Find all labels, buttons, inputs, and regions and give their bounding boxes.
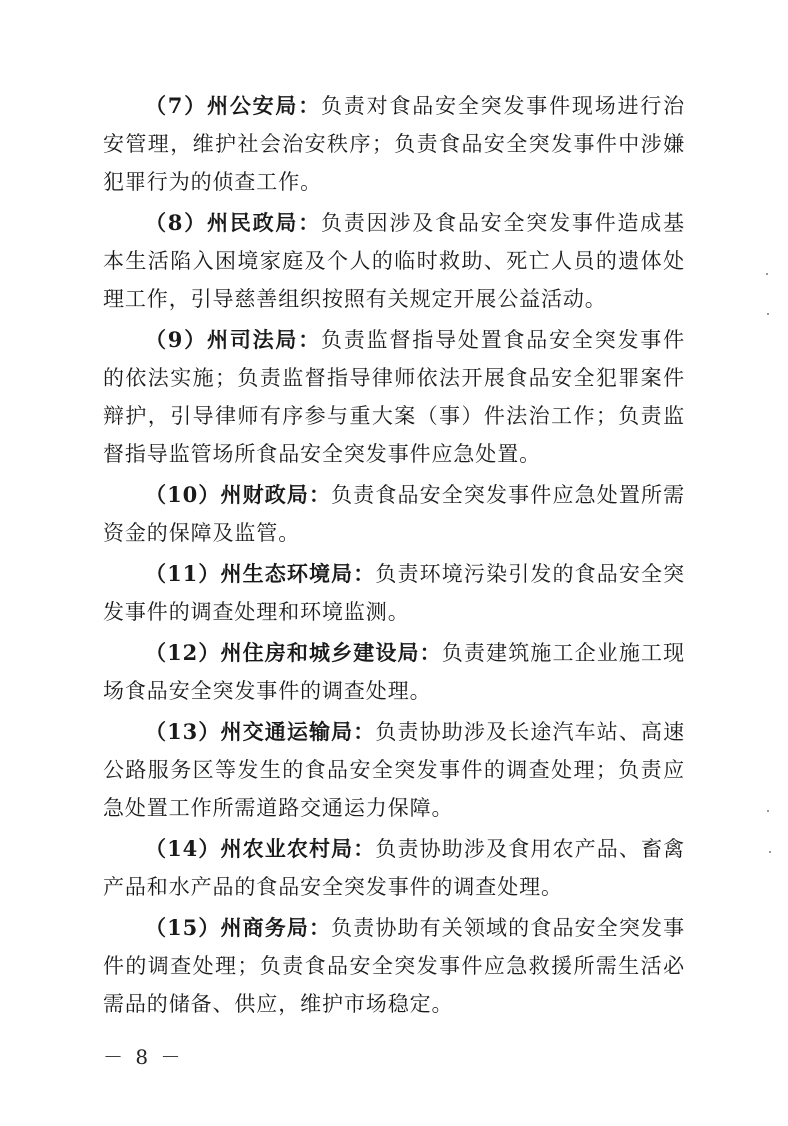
paragraph-text: 负责食品安全突发事件应急处置所需资金的保障及监管。 (103, 483, 685, 545)
paragraph-lead: （14）州农业农村局： (145, 836, 376, 861)
page-number: － 8 － (103, 1045, 184, 1069)
paragraph-lead: （15）州商务局： (145, 915, 332, 940)
paragraph-lead: （9）州司法局： (145, 327, 322, 352)
paragraph-lead: （10）州财政局： (145, 482, 332, 507)
paragraph-public-security (103, 87, 685, 201)
scan-dot-mark (767, 313, 769, 315)
paragraph-lead: （11）州生态环境局： (145, 561, 376, 586)
paragraph-text: 负责协助涉及食用农产品、畜禽产品和水产品的食品安全突发事件的调查处理。 (103, 837, 685, 899)
paragraph-finance (103, 476, 685, 552)
scan-dot-mark (766, 273, 768, 275)
paragraph-justice (103, 321, 685, 473)
scan-dot-mark (767, 810, 769, 812)
paragraph-civil-affairs (103, 204, 685, 318)
paragraph-text: 负责建筑施工企业施工现场食品安全突发事件的调查处理。 (103, 641, 686, 703)
paragraph-lead: （8）州民政局： (145, 210, 322, 235)
paragraph-text: 负责监督指导处置食品安全突发事件的依法实施；负责监督指导律师依法开展食品安全犯罪案件辩护，引导律师有序参与重大案（事）件法治工作；负责监督指导监管场所食品安全突发事件应急处置。 (103, 328, 685, 466)
paragraph-text: 负责对食品安全突发事件现场进行治安管理，维护社会治安秩序；负责食品安全突发事件中涉嫌犯罪行为的侦查工作。 (103, 94, 685, 194)
paragraph-text: 负责协助涉及长途汽车站、高速公路服务区等发生的食品安全突发事件的调查处理；负责应急处置工作所需道路交通运力保障。 (103, 720, 685, 820)
paragraph-text: 负责协助有关领域的食品安全突发事件的调查处理；负责食品安全突发事件应急救援所需生活必需品的储备、供应，维护市场稳定。 (103, 916, 685, 1016)
paragraph-lead: （12）州住房和城乡建设局： (145, 640, 442, 665)
paragraph-ecology-environment (103, 555, 685, 631)
paragraph-lead: （13）州交通运输局： (145, 719, 376, 744)
paragraph-commerce (103, 909, 685, 1023)
paragraph-text: 负责因涉及食品安全突发事件造成基本生活陷入困境家庭及个人的临时救助、死亡人员的遗体处理工作，引导慈善组织按照有关规定开展公益活动。 (103, 211, 685, 311)
document-body (103, 87, 685, 1026)
paragraph-lead: （7）州公安局： (145, 93, 322, 118)
paragraph-text: 负责环境污染引发的食品安全突发事件的调查处理和环境监测。 (103, 562, 685, 624)
paragraph-transportation (103, 713, 685, 827)
paragraph-housing-construction (103, 634, 685, 710)
paragraph-agriculture (103, 830, 685, 906)
scan-dot-mark (769, 851, 771, 853)
